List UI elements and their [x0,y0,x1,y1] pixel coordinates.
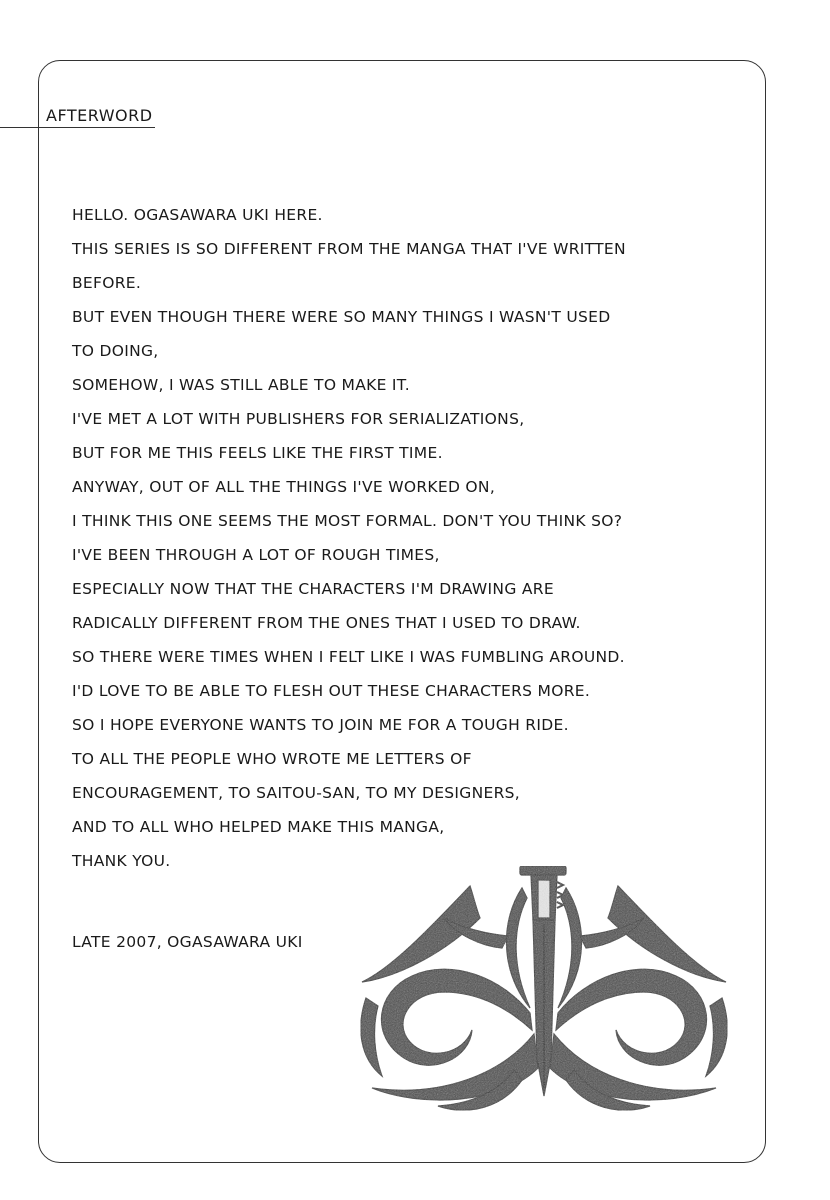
heading-underline [0,127,155,128]
body-line: BEFORE. [72,274,142,292]
body-line: THIS SERIES IS SO DIFFERENT FROM THE MANGA THAT I'VE WRITTEN [72,240,626,258]
body-line: SO I HOPE EVERYONE WANTS TO JOIN ME FOR A TOUGH RIDE. [72,716,569,734]
body-line: ANYWAY, OUT OF ALL THE THINGS I'VE WORKED ON, [72,478,496,496]
body-line: I'D LOVE TO BE ABLE TO FLESH OUT THESE CHARACTERS MORE. [72,682,591,700]
body-line: THANK YOU. [72,852,171,870]
body-line: SO THERE WERE TIMES WHEN I FELT LIKE I WAS FUMBLING AROUND. [72,648,625,666]
body-line: RADICALLY DIFFERENT FROM THE ONES THAT I USED TO DRAW. [72,614,581,632]
tribal-dagger-emblem-icon [352,858,736,1120]
body-line: HELLO. OGASAWARA UKI HERE. [72,206,323,224]
afterword-body [72,198,732,878]
body-line: I'VE MET A LOT WITH PUBLISHERS FOR SERIALIZATIONS, [72,410,525,428]
body-line: ENCOURAGEMENT, TO SAITOU-SAN, TO MY DESIGNERS, [72,784,521,802]
body-line: I THINK THIS ONE SEEMS THE MOST FORMAL. DON'T YOU THINK SO? [72,512,623,530]
body-line: TO ALL THE PEOPLE WHO WROTE ME LETTERS OF [72,750,472,768]
body-line: BUT EVEN THOUGH THERE WERE SO MANY THINGS I WASN'T USED [72,308,611,326]
page-title: AFTERWORD [46,106,153,125]
body-line: TO DOING, [72,342,159,360]
signoff-line: LATE 2007, OGASAWARA UKI [72,933,303,951]
body-line: ESPECIALLY NOW THAT THE CHARACTERS I'M DRAWING ARE [72,580,554,598]
body-line: SOMEHOW, I WAS STILL ABLE TO MAKE IT. [72,376,410,394]
body-line: I'VE BEEN THROUGH A LOT OF ROUGH TIMES, [72,546,440,564]
body-line: AND TO ALL WHO HELPED MAKE THIS MANGA, [72,818,445,836]
body-line: BUT FOR ME THIS FEELS LIKE THE FIRST TIME. [72,444,443,462]
